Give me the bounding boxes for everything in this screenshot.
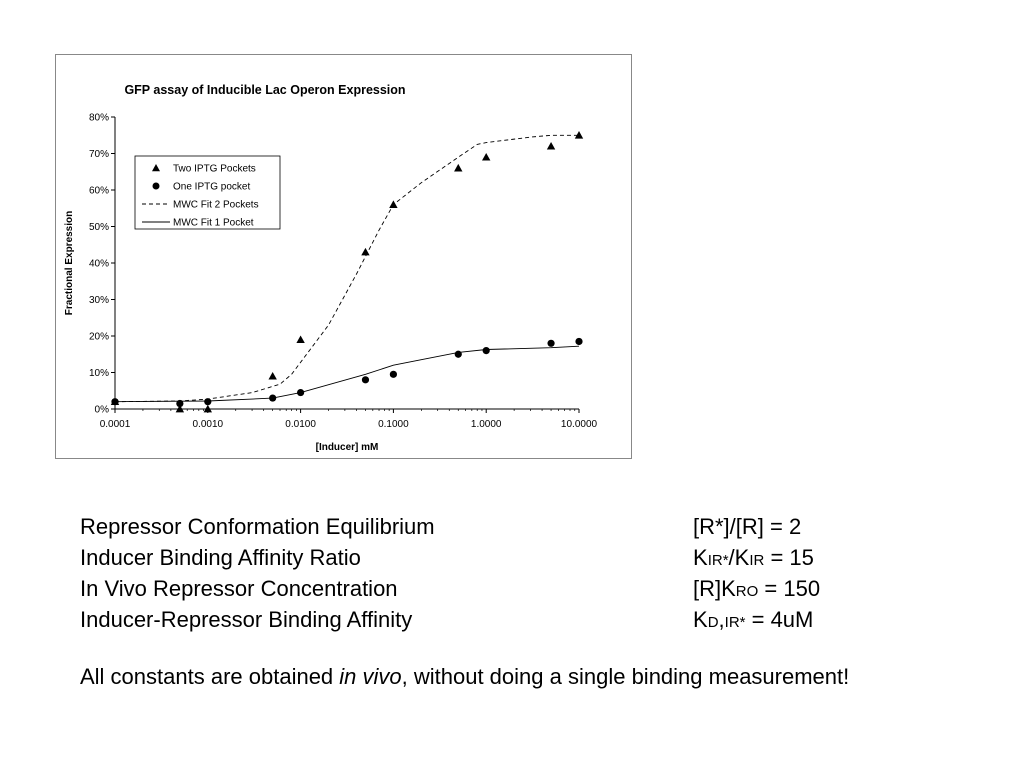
- constant-label: Inducer Binding Affinity Ratio: [80, 545, 361, 570]
- x-tick-label: 10.0000: [560, 419, 598, 430]
- constant-label: Repressor Conformation Equilibrium: [80, 514, 435, 539]
- y-tick-label: 70%: [88, 149, 109, 160]
- y-tick-label: 40%: [88, 258, 109, 270]
- y-tick-label: 10%: [88, 368, 109, 379]
- constant-label: Inducer-Repressor Binding Affinity: [80, 607, 413, 632]
- data-point-two-pockets: [454, 164, 462, 172]
- y-tick-label: 50%: [88, 222, 109, 233]
- legend-label: One IPTG pocket: [173, 181, 251, 193]
- data-point-two-pockets: [268, 372, 276, 380]
- y-axis-label: Fractional Expression: [64, 210, 75, 316]
- x-tick-label: 0.0010: [192, 419, 224, 430]
- constant-label: In Vivo Repressor Concentration: [80, 576, 398, 601]
- data-point-one-pocket: [362, 376, 369, 383]
- y-tick-label: 80%: [88, 112, 109, 124]
- data-point-two-pockets: [361, 248, 369, 256]
- data-point-two-pockets: [482, 153, 490, 161]
- constant-value: [R*]/[R] = 2: [693, 514, 802, 539]
- legend-label: MWC Fit 2 Pockets: [173, 199, 259, 211]
- constant-value: KD,IR* = 4uM: [693, 607, 814, 632]
- data-point-two-pockets: [547, 142, 555, 150]
- chart-frame: [55, 54, 632, 459]
- chart-title: GFP assay of Inducible Lac Operon Expression: [124, 83, 406, 97]
- data-point-one-pocket: [547, 340, 554, 347]
- legend: [135, 156, 280, 229]
- footnote: All constants are obtained in vivo, without doing a single binding measurement!: [80, 664, 850, 689]
- footnote-emphasis: in vivo: [339, 664, 402, 689]
- data-point-one-pocket: [483, 347, 490, 354]
- y-tick-label: 30%: [88, 295, 109, 306]
- x-axis-label: [Inducer] mM: [315, 442, 379, 453]
- fit-line-one-pocket: [115, 346, 579, 402]
- data-point-one-pocket: [390, 371, 397, 378]
- x-tick-label: 1.0000: [470, 419, 502, 430]
- y-tick-label: 60%: [88, 185, 109, 197]
- data-point-two-pockets: [296, 335, 304, 343]
- y-tick-label: 0%: [94, 404, 109, 416]
- legend-symbol-circle: [153, 183, 160, 190]
- legend-label: MWC Fit 1 Pocket: [173, 217, 254, 229]
- data-point-one-pocket: [575, 338, 582, 345]
- chart-svg: [56, 55, 633, 460]
- x-tick-label: 0.1000: [378, 419, 409, 430]
- y-tick-label: 20%: [88, 331, 109, 343]
- data-point-two-pockets: [575, 131, 583, 139]
- constant-value: KIR*/KIR = 15: [693, 545, 814, 570]
- legend-label: Two IPTG Pockets: [173, 163, 256, 175]
- x-tick-label: 0.0001: [99, 419, 131, 430]
- constant-value: [R]KRO = 150: [693, 576, 821, 601]
- x-tick-label: 0.0100: [285, 419, 316, 430]
